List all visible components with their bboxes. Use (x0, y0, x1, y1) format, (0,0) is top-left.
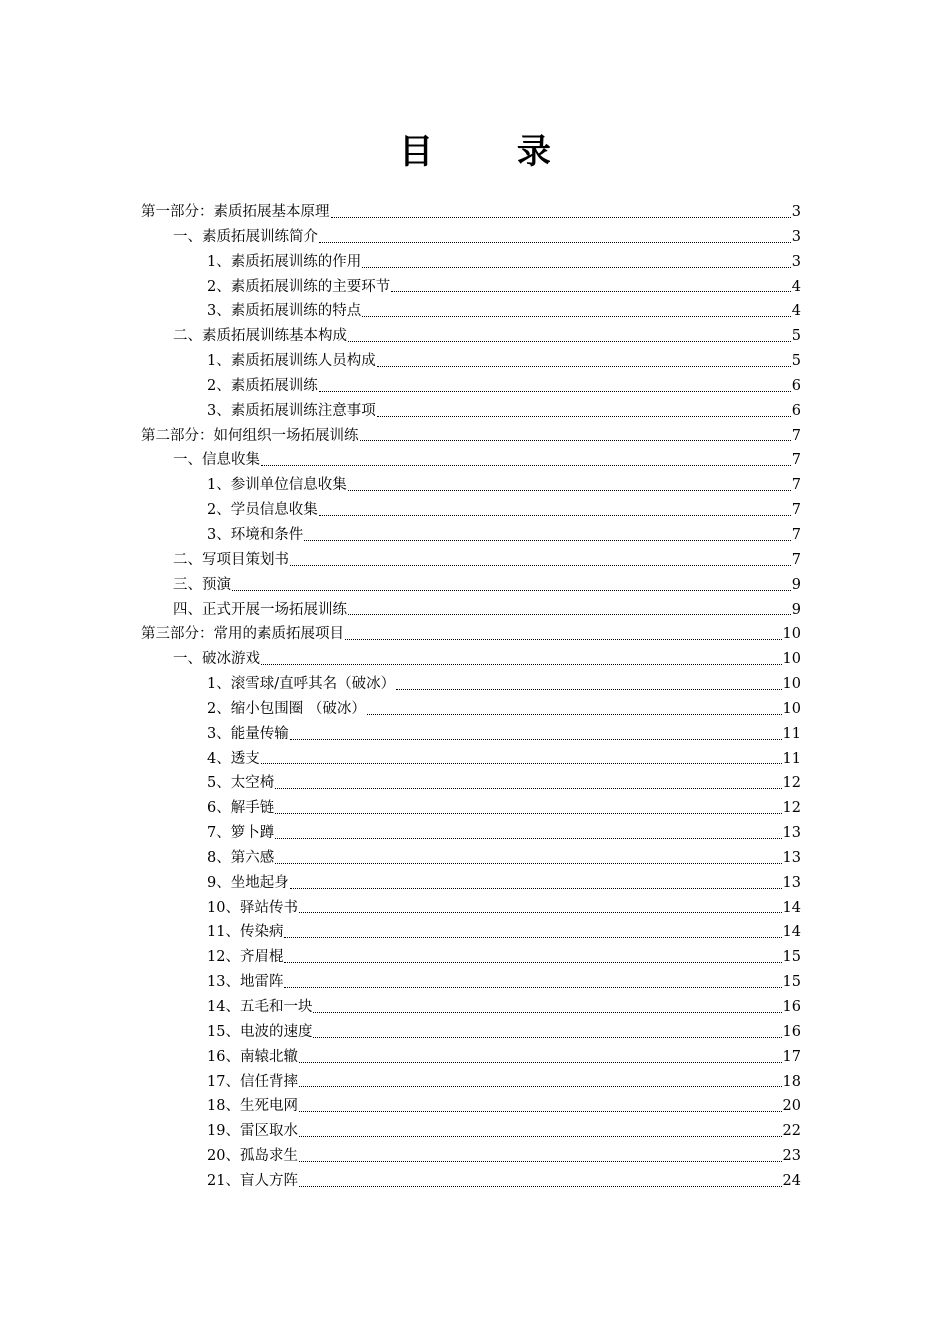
toc-entry-page-number: 9 (791, 576, 801, 593)
toc-dot-leader (304, 540, 791, 541)
toc-entry-label: 14、五毛和一块 (207, 999, 313, 1015)
toc-entry-label: 19、雷区取水 (207, 1123, 298, 1140)
toc-entry-page-number: 12 (782, 775, 801, 792)
toc-entry-label: 16、南辕北辙 (207, 1048, 298, 1065)
toc-entry-page-number: 4 (791, 303, 801, 320)
toc-entry-page-number: 23 (782, 1148, 801, 1165)
toc-entry[interactable] (141, 747, 801, 772)
toc-entry-label: 四、正式开展一场拓展训练 (173, 601, 347, 618)
toc-entry[interactable] (141, 523, 801, 548)
toc-entry-label: 二、素质拓展训练基本构成 (173, 328, 347, 345)
toc-entry[interactable] (141, 324, 801, 349)
toc-dot-leader (290, 565, 791, 566)
toc-entry[interactable] (141, 598, 801, 623)
toc-dot-leader (391, 291, 791, 292)
toc-entry-page-number: 13 (782, 874, 801, 891)
toc-dot-leader (348, 341, 791, 342)
table-of-contents (141, 200, 801, 1194)
toc-entry-page-number: 13 (782, 825, 801, 842)
toc-dot-leader (275, 813, 781, 814)
toc-entry[interactable] (141, 1094, 801, 1119)
toc-entry-page-number: 16 (782, 1023, 801, 1040)
toc-entry-page-number: 3 (791, 253, 801, 270)
toc-dot-leader (299, 1111, 782, 1112)
toc-entry-page-number: 3 (791, 204, 801, 220)
toc-entry-page-number: 15 (782, 974, 801, 991)
toc-entry[interactable] (141, 448, 801, 473)
toc-entry[interactable] (141, 945, 801, 970)
toc-dot-leader (261, 664, 782, 665)
toc-entry-page-number: 3 (791, 228, 801, 245)
toc-entry-page-number: 7 (791, 551, 801, 568)
toc-entry[interactable] (141, 573, 801, 598)
toc-entry-page-number: 10 (782, 626, 801, 643)
toc-entry-page-number: 10 (782, 651, 801, 668)
toc-entry[interactable] (141, 672, 801, 697)
toc-entry-label: 第三部分：常用的素质拓展项目 (141, 626, 344, 643)
toc-entry[interactable] (141, 275, 801, 300)
toc-entry-page-number: 15 (782, 949, 801, 966)
toc-dot-leader (275, 788, 781, 789)
toc-entry[interactable] (141, 473, 801, 498)
toc-entry-label: 21、盲人方阵 (207, 1172, 298, 1189)
toc-entry[interactable] (141, 1020, 801, 1045)
toc-dot-leader (313, 1012, 781, 1013)
toc-entry[interactable] (141, 200, 801, 225)
toc-dot-leader (284, 937, 781, 938)
toc-entry-label: 2、学员信息收集 (207, 502, 318, 519)
toc-entry-page-number: 24 (782, 1172, 801, 1189)
toc-dot-leader (377, 366, 791, 367)
toc-entry-page-number: 13 (782, 849, 801, 866)
toc-entry-label: 18、生死电网 (207, 1098, 298, 1115)
toc-entry-label: 4、透支 (207, 750, 260, 767)
toc-entry-label: 5、太空椅 (207, 775, 275, 792)
toc-entry[interactable] (141, 697, 801, 722)
toc-entry[interactable] (141, 771, 801, 796)
toc-entry[interactable] (141, 647, 801, 672)
toc-entry-label: 2、素质拓展训练的主要环节 (207, 278, 391, 295)
toc-entry-label: 13、地雷阵 (207, 974, 284, 991)
toc-entry[interactable] (141, 399, 801, 424)
toc-dot-leader (290, 739, 782, 740)
toc-entry-label: 1、参训单位信息收集 (207, 477, 347, 494)
toc-entry-label: 1、素质拓展训练的作用 (207, 253, 362, 270)
toc-entry[interactable] (141, 299, 801, 324)
toc-dot-leader (275, 863, 781, 864)
toc-entry[interactable] (141, 622, 801, 647)
toc-dot-leader (299, 912, 782, 913)
toc-dot-leader (284, 962, 781, 963)
toc-entry[interactable] (141, 1169, 801, 1194)
toc-entry[interactable] (141, 995, 801, 1020)
toc-dot-leader (377, 416, 791, 417)
toc-entry-page-number: 4 (791, 278, 801, 295)
toc-entry-label: 二、写项目策划书 (173, 551, 289, 568)
toc-entry-label: 1、素质拓展训练人员构成 (207, 353, 376, 370)
toc-entry[interactable] (141, 896, 801, 921)
toc-entry[interactable] (141, 424, 801, 449)
toc-entry-page-number: 7 (791, 526, 801, 543)
toc-entry[interactable] (141, 821, 801, 846)
toc-dot-leader (275, 838, 781, 839)
toc-entry[interactable] (141, 548, 801, 573)
toc-entry-label: 7、箩卜蹲 (207, 825, 275, 842)
toc-entry[interactable] (141, 374, 801, 399)
toc-entry[interactable] (141, 250, 801, 275)
toc-dot-leader (290, 888, 782, 889)
toc-dot-leader (362, 316, 791, 317)
toc-dot-leader (348, 490, 791, 491)
toc-entry-page-number: 11 (782, 750, 801, 767)
toc-entry-page-number: 7 (791, 502, 801, 519)
toc-dot-leader (313, 1037, 781, 1038)
toc-entry-label: 一、破冰游戏 (173, 651, 260, 668)
toc-entry-page-number: 7 (791, 427, 801, 444)
toc-entry[interactable] (141, 871, 801, 896)
toc-entry-label: 1、滚雪球/直呼其名（破冰） (207, 676, 396, 693)
toc-dot-leader (331, 217, 791, 218)
toc-entry-label: 11、传染病 (207, 924, 284, 941)
toc-entry-label: 3、素质拓展训练注意事项 (207, 402, 376, 419)
toc-entry-label: 一、信息收集 (173, 452, 260, 469)
toc-entry-page-number: 12 (782, 800, 801, 817)
toc-entry-label: 2、缩小包围圈 （破冰） (207, 700, 366, 717)
toc-entry-page-number: 11 (782, 725, 801, 742)
toc-dot-leader (261, 763, 782, 764)
toc-entry-page-number: 6 (791, 377, 801, 394)
toc-dot-leader (299, 1136, 782, 1137)
toc-dot-leader (299, 1186, 782, 1187)
toc-entry-label: 3、环境和条件 (207, 526, 304, 543)
toc-dot-leader (348, 614, 791, 615)
toc-entry-label: 9、坐地起身 (207, 874, 289, 891)
toc-entry[interactable] (141, 722, 801, 747)
toc-entry-page-number: 17 (782, 1048, 801, 1065)
toc-dot-leader (319, 391, 791, 392)
toc-entry[interactable] (141, 846, 801, 871)
toc-entry[interactable] (141, 498, 801, 523)
toc-entry[interactable] (141, 349, 801, 374)
toc-dot-leader (362, 267, 791, 268)
toc-dot-leader (319, 242, 791, 243)
toc-entry-label: 2、素质拓展训练 (207, 377, 318, 394)
toc-entry-page-number: 20 (782, 1098, 801, 1115)
toc-entry-label: 三、预演 (173, 576, 231, 593)
toc-entry[interactable] (141, 1144, 801, 1169)
toc-dot-leader (284, 987, 781, 988)
toc-entry-label: 3、能量传输 (207, 725, 289, 742)
toc-entry[interactable] (141, 970, 801, 995)
toc-entry[interactable] (141, 1119, 801, 1144)
toc-entry[interactable] (141, 1070, 801, 1095)
toc-entry-page-number: 14 (782, 899, 801, 916)
toc-dot-leader (299, 1161, 782, 1162)
toc-entry-page-number: 10 (782, 700, 801, 717)
toc-entry-page-number: 16 (782, 999, 801, 1015)
toc-entry[interactable] (141, 796, 801, 821)
toc-dot-leader (261, 465, 791, 466)
toc-entry-label: 12、齐眉棍 (207, 949, 284, 966)
toc-entry-label: 17、信任背摔 (207, 1073, 298, 1090)
toc-entry-page-number: 7 (791, 452, 801, 469)
toc-entry[interactable] (141, 920, 801, 945)
toc-entry-label: 第二部分：如何组织一场拓展训练 (141, 427, 359, 444)
toc-entry-label: 第一部分：素质拓展基本原理 (141, 204, 330, 220)
toc-entry-page-number: 6 (791, 402, 801, 419)
toc-dot-leader (299, 1086, 782, 1087)
toc-entry-label: 10、驿站传书 (207, 899, 298, 916)
toc-dot-leader (299, 1062, 782, 1063)
toc-entry-label: 3、素质拓展训练的特点 (207, 303, 362, 320)
toc-entry-page-number: 22 (782, 1123, 801, 1140)
toc-entry-label: 8、第六感 (207, 849, 275, 866)
toc-entry-page-number: 5 (791, 353, 801, 370)
toc-entry-page-number: 18 (782, 1073, 801, 1090)
toc-entry-page-number: 9 (791, 601, 801, 618)
toc-entry-page-number: 10 (782, 676, 801, 693)
toc-dot-leader (345, 639, 782, 640)
page-title: 目 录 (399, 132, 587, 172)
toc-entry[interactable] (141, 225, 801, 250)
toc-entry-page-number: 7 (791, 477, 801, 494)
toc-dot-leader (367, 714, 782, 715)
toc-entry-label: 15、电波的速度 (207, 1023, 313, 1040)
toc-dot-leader (360, 440, 791, 441)
toc-entry-label: 6、解手链 (207, 800, 275, 817)
toc-dot-leader (319, 515, 791, 516)
toc-entry-page-number: 14 (782, 924, 801, 941)
toc-entry-label: 20、孤岛求生 (207, 1148, 298, 1165)
toc-dot-leader (396, 689, 781, 690)
toc-entry-page-number: 5 (791, 328, 801, 345)
toc-dot-leader (232, 590, 791, 591)
toc-entry-label: 一、素质拓展训练简介 (173, 228, 318, 245)
toc-entry[interactable] (141, 1045, 801, 1070)
